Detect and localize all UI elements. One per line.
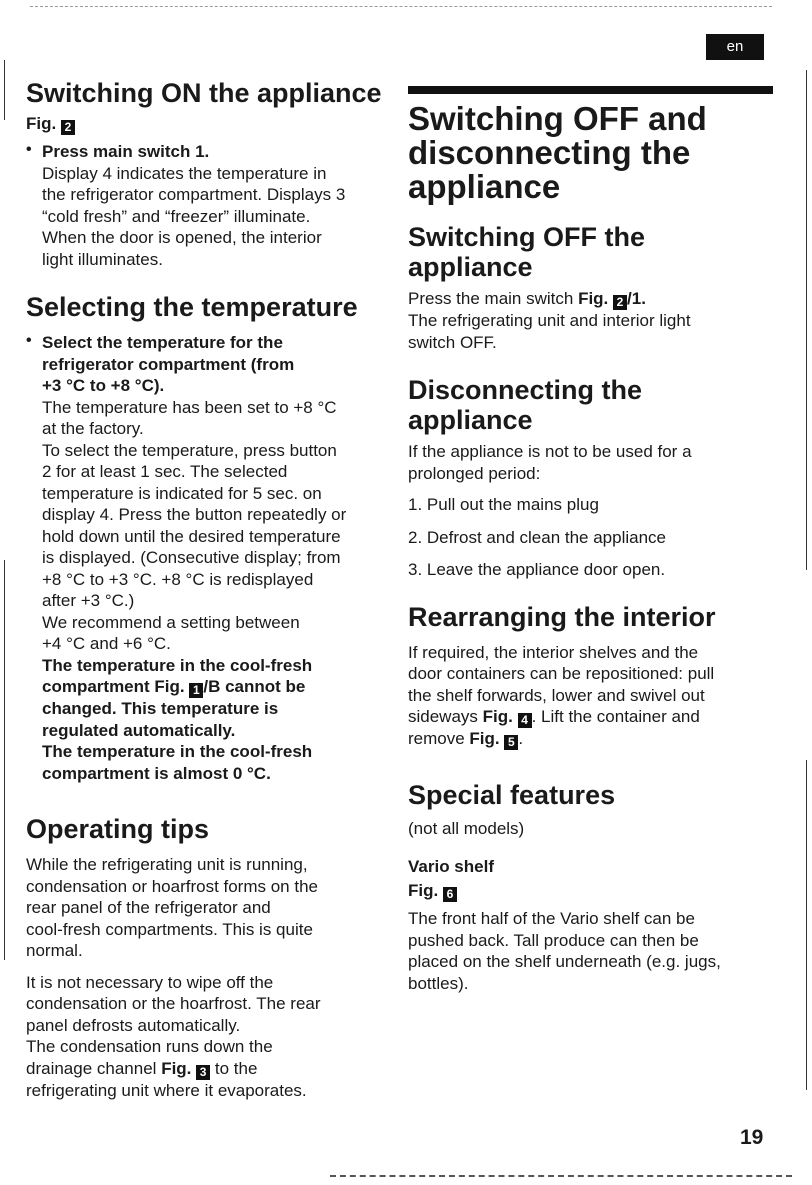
heading-rule bbox=[408, 86, 773, 94]
note-text: (not all models) bbox=[408, 819, 525, 838]
body-line: We recommend a setting between bbox=[42, 612, 300, 632]
body-line: If the appliance is not to be used for a bbox=[408, 442, 692, 461]
left-edge-mark-2 bbox=[4, 560, 5, 960]
body-line: refrigerating unit where it evaporates. bbox=[26, 1080, 307, 1100]
section-title: Operating tips bbox=[26, 814, 210, 844]
figure-reference: Fig. 6 bbox=[408, 881, 773, 902]
bottom-scan-line bbox=[330, 1175, 792, 1177]
figure-number-box: 6 bbox=[443, 887, 457, 902]
body-line: The condensation runs down the bbox=[26, 1037, 273, 1056]
body-line: If required, the interior shelves and the bbox=[408, 642, 699, 662]
body-line: drainage channel Fig. 3 to the bbox=[26, 1058, 258, 1079]
bullet-text: +3 °C to +8 °C). bbox=[42, 376, 165, 395]
body-line: condensation or hoarfrost forms on the bbox=[26, 876, 318, 896]
subsection-title: Vario shelf bbox=[408, 856, 494, 876]
bullet-text: Select the temperature for the bbox=[42, 333, 283, 352]
language-tab: en bbox=[706, 34, 764, 60]
figure-number-box: 4 bbox=[518, 713, 532, 728]
section-disconnect bbox=[408, 375, 773, 581]
bullet-dot-icon: • bbox=[26, 141, 32, 158]
body-line: display 4. Press the button repeatedly or bbox=[42, 505, 347, 524]
figure-number-box: 1 bbox=[189, 683, 203, 698]
note-line: regulated automatically. bbox=[42, 720, 236, 740]
body-line: +8 °C to +3 °C. +8 °C is redisplayed bbox=[42, 569, 314, 589]
body-line: pushed back. Tall produce can then be bbox=[408, 930, 699, 950]
note-line: The temperature in the cool-fresh bbox=[42, 655, 313, 675]
section-title: Rearranging the interior bbox=[408, 601, 716, 632]
body-line: panel defrosts automatically. bbox=[26, 1015, 241, 1035]
body-line: The refrigerating unit and interior light bbox=[408, 311, 691, 330]
body-line: remove Fig. 5 . bbox=[408, 729, 524, 749]
body-line: after +3 °C.) bbox=[42, 591, 135, 610]
section-title: Special features bbox=[408, 780, 616, 810]
body-line: +4 °C and +6 °C. bbox=[42, 634, 171, 653]
body-line: light illuminates. bbox=[42, 249, 163, 269]
note-line: changed. This temperature is bbox=[42, 699, 279, 718]
body-line: Display 4 indicates the temperature in bbox=[42, 163, 327, 183]
section-select-temperature bbox=[26, 292, 386, 784]
body-line: It is not necessary to wipe off the bbox=[26, 972, 274, 992]
section-title: Switching ON the appliance bbox=[26, 78, 382, 108]
left-edge-mark bbox=[4, 60, 5, 120]
body-line: “cold fresh” and “freezer” illuminate. bbox=[42, 206, 311, 226]
body-line: door containers can be repositioned: pull bbox=[408, 664, 715, 683]
body-line: Press the main switch Fig. 2 /1. bbox=[408, 289, 646, 309]
right-edge-mark-2 bbox=[806, 760, 807, 1090]
section-title: Disconnecting the appliance bbox=[408, 375, 643, 435]
body-line: temperature is indicated for 5 sec. on bbox=[42, 483, 322, 503]
list-item: 3. Leave the appliance door open. bbox=[408, 560, 666, 579]
bullet-text: Press main switch 1. bbox=[42, 142, 210, 161]
figure-number-box: 2 bbox=[613, 295, 627, 310]
bullet-item bbox=[26, 332, 386, 784]
body-line: The front half of the Vario shelf can be bbox=[408, 909, 695, 928]
note-line: compartment Fig. 1 /B cannot be bbox=[42, 677, 306, 697]
body-line: is displayed. (Consecutive display; from bbox=[42, 548, 341, 567]
chapter-title: Switching OFF and disconnecting the appliance bbox=[408, 100, 707, 205]
body-line: The temperature has been set to +8 °C bbox=[42, 397, 337, 417]
note-line: compartment is almost 0 °C. bbox=[42, 763, 271, 783]
section-switch-off bbox=[408, 222, 773, 353]
body-line: at the factory. bbox=[42, 419, 144, 438]
figure-reference: Fig. 2 bbox=[26, 114, 386, 135]
section-title: Switching OFF the appliance bbox=[408, 222, 645, 282]
section-switch-on bbox=[26, 78, 386, 270]
top-scan-line bbox=[30, 6, 772, 7]
bullet-text: refrigerator compartment (from bbox=[42, 354, 295, 374]
right-column bbox=[408, 78, 773, 994]
body-line: When the door is opened, the interior bbox=[42, 228, 322, 247]
body-line: To select the temperature, press button bbox=[42, 440, 337, 460]
left-column bbox=[26, 78, 386, 1101]
list-item: 1. Pull out the mains plug bbox=[408, 495, 599, 514]
section-operating-tips bbox=[26, 814, 386, 1101]
figure-number-box: 3 bbox=[196, 1065, 210, 1080]
section-title: Selecting the temperature bbox=[26, 292, 358, 322]
bullet-item bbox=[26, 141, 386, 270]
body-line: rear panel of the refrigerator and bbox=[26, 898, 271, 917]
body-line: 2 for at least 1 sec. The selected bbox=[42, 462, 288, 481]
note-line: The temperature in the cool-fresh bbox=[42, 742, 313, 761]
body-line: prolonged period: bbox=[408, 463, 541, 483]
right-edge-mark bbox=[806, 70, 807, 570]
bullet-dot-icon: • bbox=[26, 332, 32, 349]
body-line: the shelf forwards, lower and swivel out bbox=[408, 685, 705, 705]
section-special-features bbox=[408, 780, 773, 994]
body-line: normal. bbox=[26, 941, 83, 960]
body-line: bottles). bbox=[408, 973, 469, 993]
body-line: hold down until the desired temperature bbox=[42, 526, 341, 546]
body-line: switch OFF. bbox=[408, 332, 497, 352]
section-rearrange bbox=[408, 602, 773, 751]
steps-list bbox=[408, 494, 773, 581]
list-item: 2. Defrost and clean the appliance bbox=[408, 527, 667, 547]
body-line: placed on the shelf underneath (e.g. jugs, bbox=[408, 952, 721, 971]
page-number: 19 bbox=[740, 1126, 764, 1149]
body-line: sideways Fig. 4 . Lift the container and bbox=[408, 707, 700, 727]
body-line: the refrigerator compartment. Displays 3 bbox=[42, 185, 346, 204]
body-line: While the refrigerating unit is running, bbox=[26, 855, 308, 874]
body-line: cool-fresh compartments. This is quite bbox=[26, 919, 313, 939]
figure-number-box: 2 bbox=[61, 120, 75, 135]
body-line: condensation or the hoarfrost. The rear bbox=[26, 994, 321, 1013]
figure-number-box: 5 bbox=[504, 735, 518, 750]
